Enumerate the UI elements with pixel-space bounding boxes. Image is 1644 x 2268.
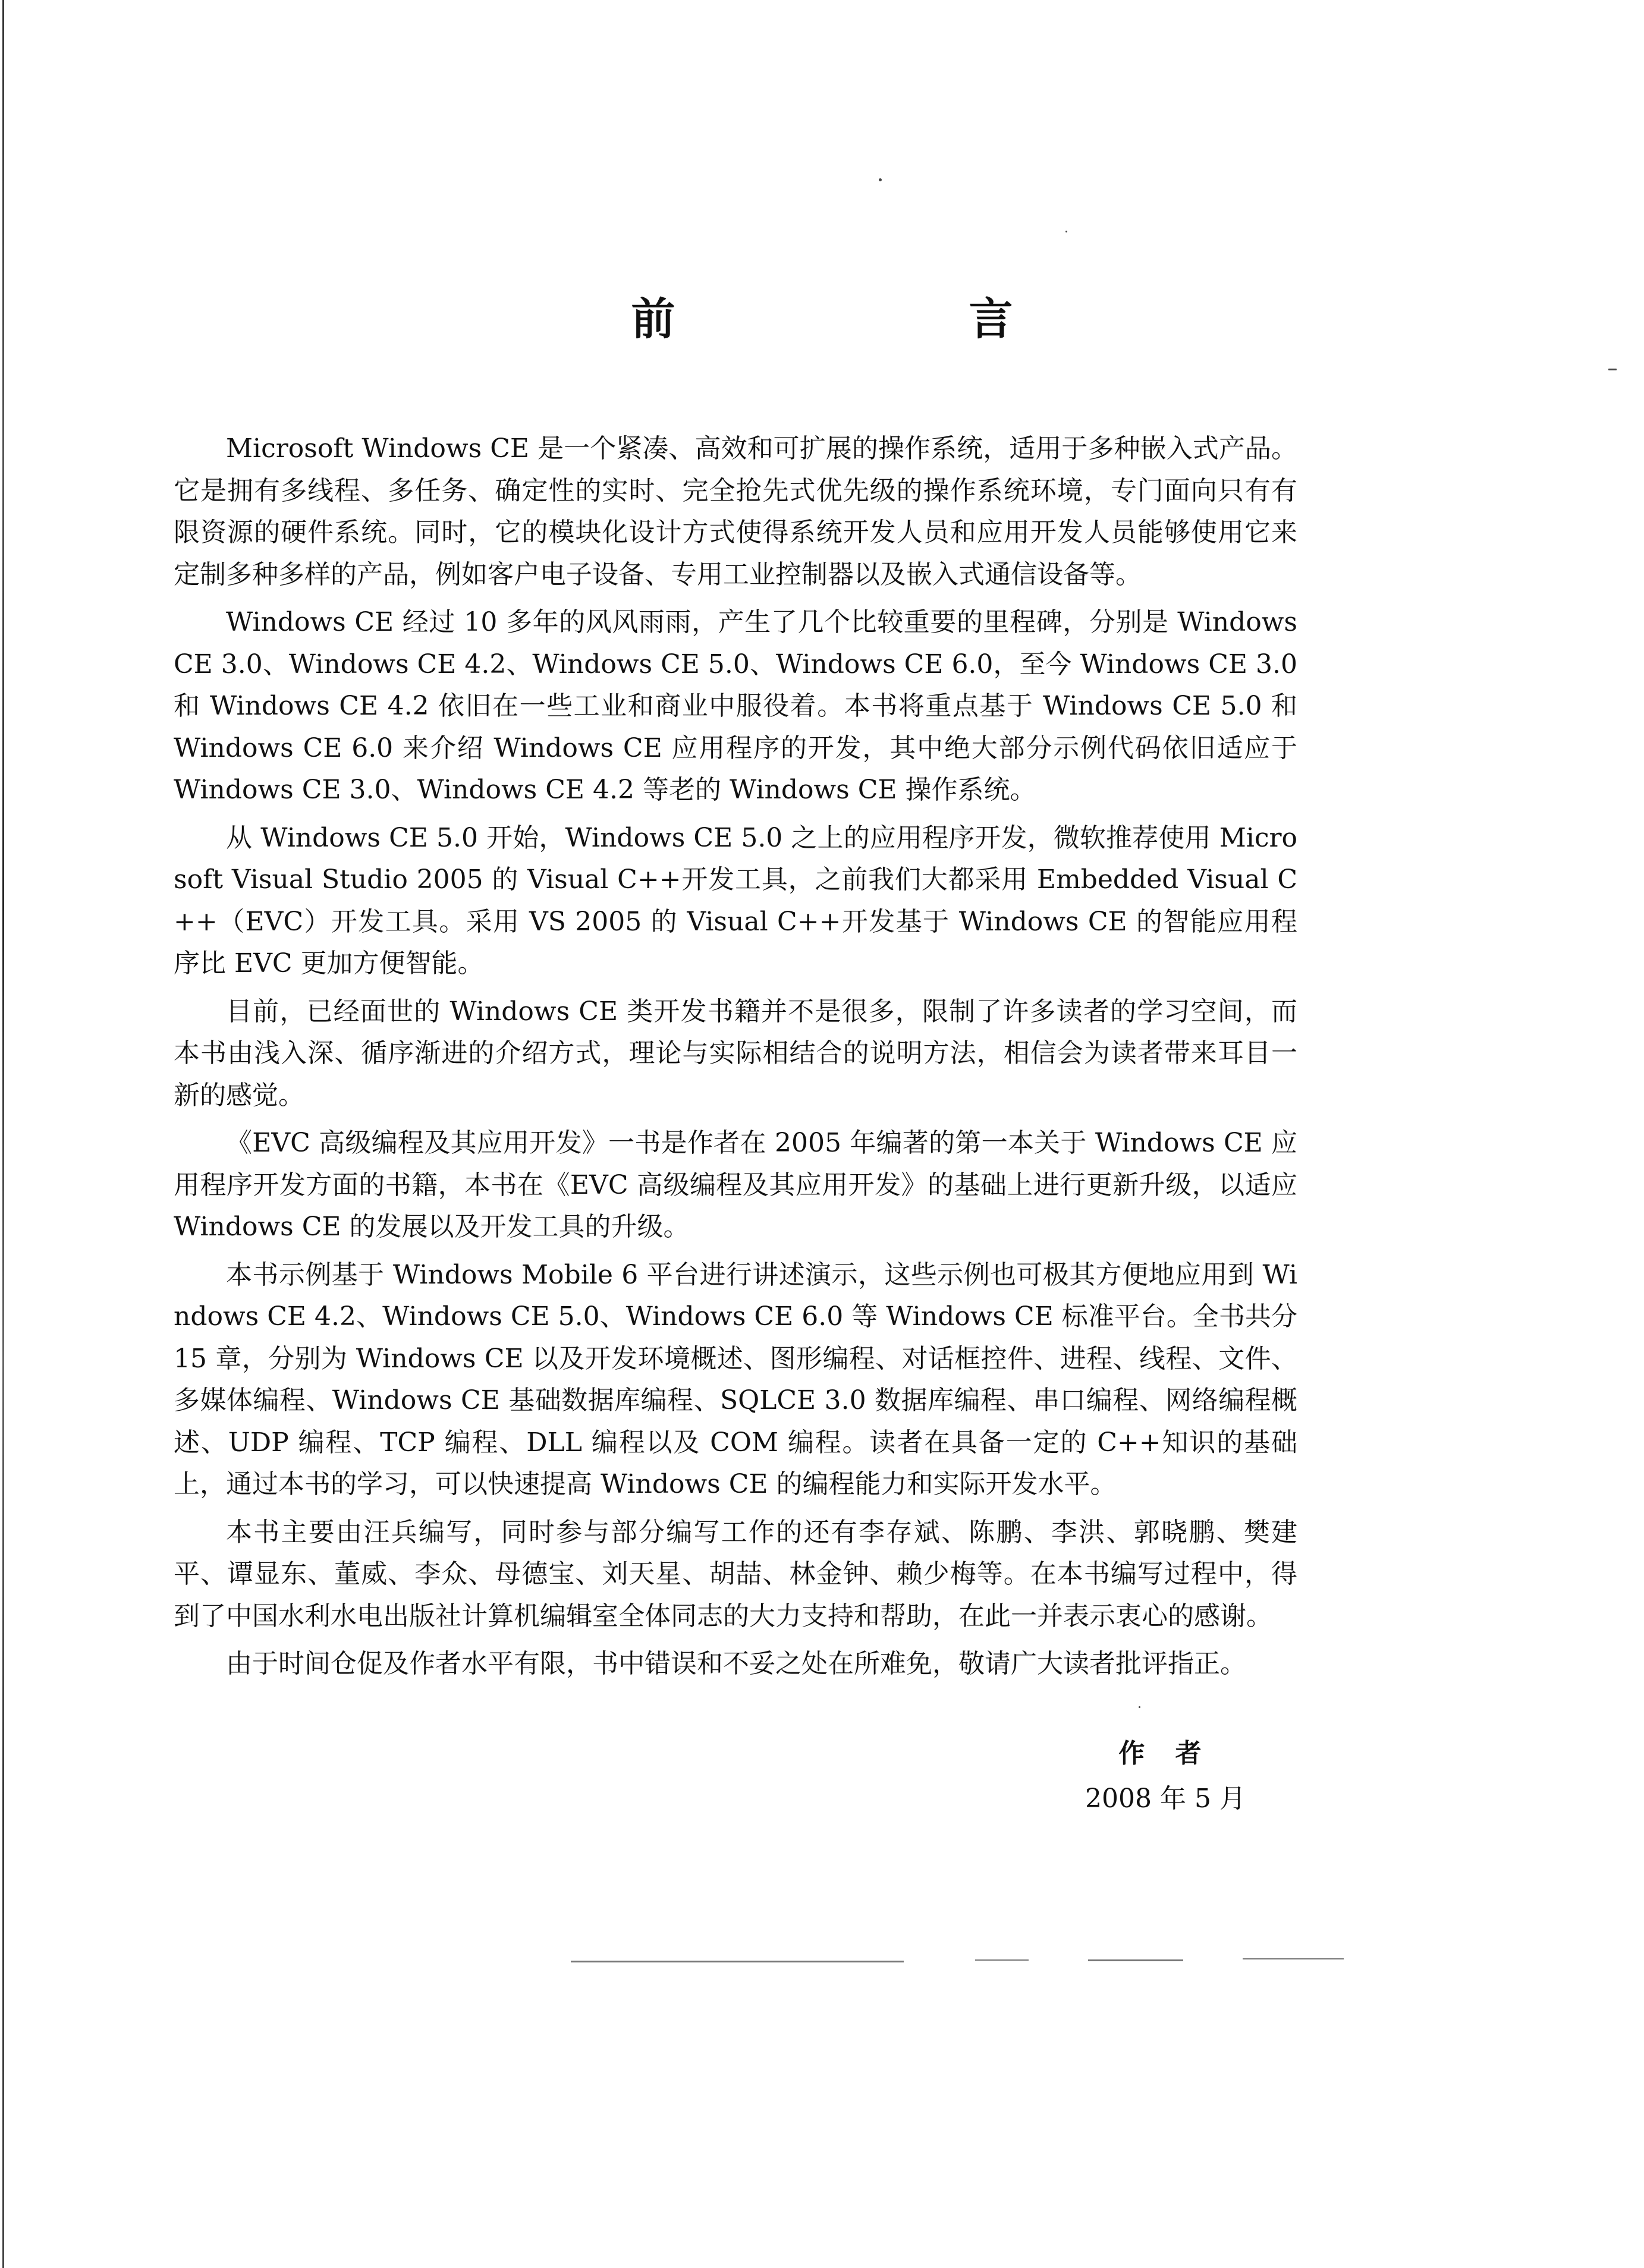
paragraph: 由于时间仓促及作者水平有限，书中错误和不妥之处在所难免，敬请广大读者批评指正。 <box>226 1649 1246 1679</box>
scan-line-artifact <box>975 1959 1029 1961</box>
scan-speck <box>1608 369 1617 370</box>
preface-title: 前 言 <box>631 294 1138 345</box>
signature-date: 2008 年 5 月 <box>1085 1783 1246 1814</box>
scan-line-artifact <box>571 1961 904 1962</box>
scan-speck <box>1139 1706 1140 1708</box>
scan-speck <box>1065 231 1067 232</box>
paragraph: 《EVC 高级编程及其应用开发》一书是作者在 2005 年编著的第一本关于 Windows CE 应用程序开发方面的书籍，本书在《EVC 高级编程及其应用开发》的基础上进行更新升级，以适应 Windows CE 的发展以及开发工具的升级。 <box>174 1128 1297 1242</box>
paragraph: 本书示例基于 Windows Mobile 6 平台进行讲述演示，这些示例也可极其方便地应用到 Windows CE 4.2、Windows CE 5.0、Windows CE 6.0 等 Windows CE 标准平台。全书共分 15 章，分别为 Windows CE 以及开发环境概述、图形编程、对话框控件、进程、线程、文件、多媒体编程、Windows CE 基础数据库编程、SQLCE 3.0 数据库编程、串口编程、网络编程概述、UDP 编程、TCP 编程、DLL 编程以及 COM 编程。读者在具备一定的 C++知识的基础上，通过本书的学习，可以快速提高 Windows CE 的编程能力和实际开发水平。 <box>174 1259 1297 1499</box>
paragraph: Microsoft Windows CE 是一个紧凑、高效和可扩展的操作系统，适用于多种嵌入式产品。它是拥有多线程、多任务、确定性的实时、完全抢先式优先级的操作系统环境，专门面向只有有限资源的硬件系统。同时，它的模块化设计方式使得系统开发人员和应用开发人员能够使用它来定制多种多样的产品，例如客户电子设备、专用工业控制器以及嵌入式通信设备等。 <box>174 433 1297 590</box>
paragraph: 从 Windows CE 5.0 开始，Windows CE 5.0 之上的应用程序开发，微软推荐使用 Microsoft Visual Studio 2005 的 Visual C++开发工具，之前我们大都采用 Embedded Visual C++（EVC）开发工具。采用 VS 2005 的 Visual C++开发基于 Windows CE 的智能应用程序比 EVC 更加方便智能。 <box>174 822 1297 979</box>
scan-speck <box>879 178 882 181</box>
scan-line-artifact <box>1088 1959 1183 1961</box>
signature-author: 作 者 <box>1118 1738 1212 1769</box>
preface-body <box>174 428 1297 1691</box>
paragraph: 目前，已经面世的 Windows CE 类开发书籍并不是很多，限制了许多读者的学习空间，而本书由浅入深、循序渐进的介绍方式，理论与实际相结合的说明方法，相信会为读者带来耳目一新的感觉。 <box>174 996 1297 1111</box>
paragraph: Windows CE 经过 10 多年的风风雨雨，产生了几个比较重要的里程碑，分别是 Windows CE 3.0、Windows CE 4.2、Windows CE 5.0、Windows CE 6.0，至今 Windows CE 3.0 和 Windows CE 4.2 依旧在一些工业和商业中服役着。本书将重点基于 Windows CE 5.0 和 Windows CE 6.0 来介绍 Windows CE 应用程序的开发，其中绝大部分示例代码依旧适应于 Windows CE 3.0、Windows CE 4.2 等老的 Windows CE 操作系统。 <box>174 607 1297 805</box>
paragraph: 本书主要由汪兵编写，同时参与部分编写工作的还有李存斌、陈鹏、李洪、郭晓鹏、樊建平、谭显东、董威、李众、母德宝、刘天星、胡喆、林金钟、赖少梅等。在本书编写过程中，得到了中国水利水电出版社计算机编辑室全体同志的大力支持和帮助，在此一并表示衷心的感谢。 <box>174 1517 1297 1631</box>
scan-line-artifact <box>1243 1958 1344 1959</box>
